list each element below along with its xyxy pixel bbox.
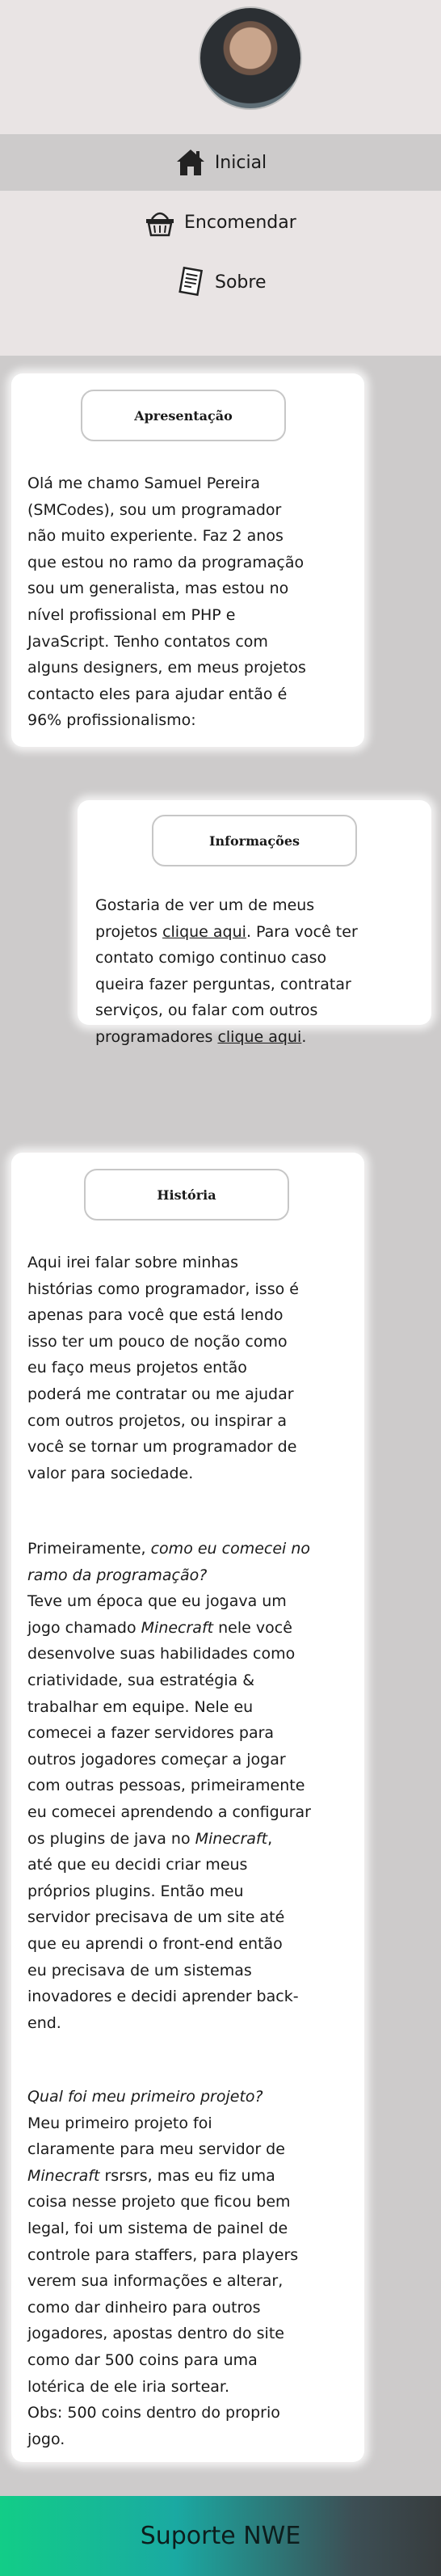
- nav-label-inicial: Inicial: [214, 152, 267, 173]
- history-section-beginning: Primeiramente, como eu comecei no ramo da programação? Teve um época que eu jogava um jogo chamado Minecraft nele você desenvolve suas habilidades como criatividade, sua estratégia & trabalhar em equipe. Nele eu comecei a fazer servidores para outros jogadores começar a jogar com outras pessoas, primeiramente eu comecei aprendendo a configurar os plugins de java no Minecraft, até que eu decidi criar meus próprios plugins. Então meu servidor precisava de um site até que eu aprendi o front-end então eu precisava de um sistemas inovadores e decidi aprender back- end.: [27, 1540, 311, 2032]
- projects-link[interactable]: clique aqui: [162, 922, 246, 941]
- presentation-text: Olá me chamo Samuel Pereira (SMCodes), sou um programador não muito experiente. Faz 2 anos que estou no ramo da programação sou um generalista, mas estou no nível profissional em PHP e JavaScript. Tenho contatos com alguns designers, em meus projetos contacto eles para ajudar então é 96% profissionalismo:: [27, 474, 306, 730]
- footer: [0, 2496, 441, 2576]
- nav-item-inicial[interactable]: [0, 134, 441, 191]
- info-text: Gostaria de ver um de meus projetos clique aqui. Para você ter contato comigo continuo caso queira fazer perguntas, contratar serviços, ou falar com outros programadores clique aqui.: [95, 896, 358, 1046]
- nav-item-encomendar[interactable]: [144, 194, 296, 251]
- basket-icon: [144, 206, 176, 238]
- history-section-first-project: Qual foi meu primeiro projeto? Meu primeiro projeto foi claramente para meu servidor de Minecraft rsrsrs, mas eu fiz uma coisa nesse projeto que ficou bem legal, foi um sistema de painel de controle para staffers, para players verem sua informações e alterar, como dar dinheiro para outros jogadores, apostas dentro do site como dar 500 coins para uma lotérica de ele iria sortear. Obs: 500 coins dentro do proprio jogo.: [27, 2088, 299, 2448]
- nav-label-sobre: Sobre: [215, 272, 267, 293]
- nav-item-sobre[interactable]: [174, 254, 267, 310]
- support-link[interactable]: Suporte NWE: [140, 2522, 301, 2550]
- history-card: [11, 1153, 364, 2462]
- info-card: [78, 800, 431, 1046]
- presentation-title: Apresentação: [81, 390, 286, 441]
- history-intro: Aqui irei falar sobre minhas histórias como programador, isso é apenas para você que está lendo isso ter um pouco de noção como eu faço meus projetos então poderá me contratar ou me ajudar com outros projetos, ou inspirar a você se tornar um programador de valor para sociedade.: [27, 1254, 299, 1482]
- avatar: [199, 6, 302, 110]
- header: [0, 0, 441, 356]
- home-icon: [174, 146, 207, 179]
- history-title: História: [84, 1169, 289, 1221]
- presentation-card: [11, 373, 364, 747]
- programmers-link[interactable]: clique aqui: [217, 1027, 302, 1046]
- document-icon: [174, 266, 207, 298]
- nav-label-encomendar: Encomendar: [184, 212, 296, 233]
- info-title: Informações: [152, 815, 357, 866]
